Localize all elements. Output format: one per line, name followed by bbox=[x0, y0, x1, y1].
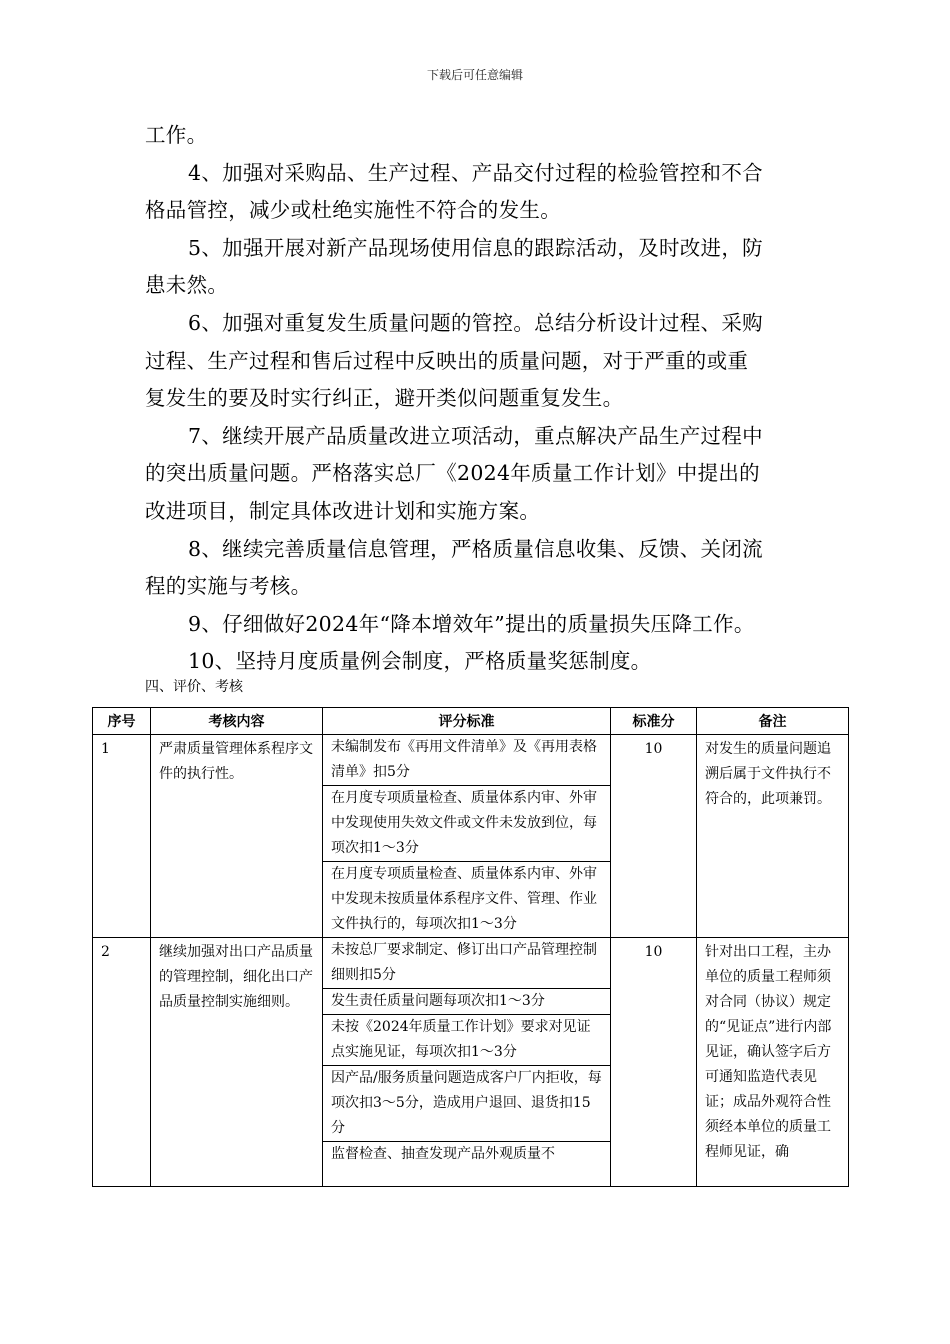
header-score: 标准分 bbox=[611, 708, 697, 735]
criteria-item: 在月度专项质量检查、质量体系内审、外审中发现使用失效文件或文件未发放到位，每项次扣1～3分 bbox=[323, 786, 610, 862]
header-remark: 备注 bbox=[697, 708, 849, 735]
criteria-item: 未编制发布《再用文件清单》及《再用表格清单》扣5分 bbox=[323, 735, 610, 786]
criteria-item: 未按总厂要求制定、修订出口产品管理控制细则扣5分 bbox=[323, 938, 610, 989]
criteria-item: 发生责任质量问题每项次扣1～3分 bbox=[323, 989, 610, 1015]
assessment-content: 继续加强对出口产品质量的管理控制，细化出口产品质量控制实施细则。 bbox=[159, 944, 313, 1010]
text-line: 6、加强对重复发生质量问题的管控。总结分析设计过程、采购 bbox=[188, 310, 763, 335]
standard-score: 10 bbox=[644, 944, 663, 960]
header-no: 序号 bbox=[93, 708, 151, 735]
header-note: 下载后可任意编辑 bbox=[426, 68, 523, 82]
table-row bbox=[93, 735, 849, 938]
header-content: 考核内容 bbox=[151, 708, 323, 735]
cell-no bbox=[93, 938, 151, 1187]
assessment-content: 严肃质量管理体系程序文件的执行性。 bbox=[159, 741, 313, 782]
cell-score bbox=[611, 938, 697, 1187]
header-criteria: 评分标准 bbox=[323, 708, 611, 735]
cell-no bbox=[93, 735, 151, 938]
cell-content bbox=[151, 938, 323, 1187]
criteria-item: 未按《2024年质量工作计划》要求对见证点实施见证，每项次扣1～3分 bbox=[323, 1015, 610, 1066]
cell-remark bbox=[697, 735, 849, 938]
row-number: 1 bbox=[101, 741, 110, 757]
table-header-row bbox=[93, 708, 849, 735]
cell-criteria bbox=[323, 938, 611, 1187]
cell-score bbox=[611, 735, 697, 938]
text-line: 4、加强对采购品、生产过程、产品交付过程的检验管控和不合 bbox=[188, 160, 763, 185]
text-line: 10、坚持月度质量例会制度，严格质量奖惩制度。 bbox=[188, 649, 652, 674]
remark-text: 对发生的质量问题追溯后属于文件执行不符合的，此项兼罚。 bbox=[705, 741, 831, 807]
criteria-item: 在月度专项质量检查、质量体系内审、外审中发现未按质量体系程序文件、管理、作业文件执行的，每项次扣1～3分 bbox=[331, 866, 597, 932]
text-line: 过程、生产过程和售后过程中反映出的质量问题，对于严重的或重 bbox=[145, 348, 749, 373]
cell-remark bbox=[697, 938, 849, 1187]
text-line: 复发生的要及时实行纠正，避开类似问题重复发生。 bbox=[145, 386, 624, 411]
row-number: 2 bbox=[101, 944, 110, 960]
text-line: 的突出质量问题。严格落实总厂《2024年质量工作计划》中提出的 bbox=[145, 461, 760, 486]
text-line: 程的实施与考核。 bbox=[145, 574, 312, 599]
table-row bbox=[93, 938, 849, 1187]
evaluation-table bbox=[92, 707, 849, 1187]
section-heading: 四、评价、考核 bbox=[145, 679, 243, 695]
text-line: 工作。 bbox=[145, 123, 208, 147]
criteria-item: 监督检查、抽查发现产品外观质量不 bbox=[331, 1146, 555, 1162]
text-line: 7、继续开展产品质量改进立项活动，重点解决产品生产过程中 bbox=[188, 423, 763, 448]
text-line: 格品管控，减少或杜绝实施性不符合的发生。 bbox=[145, 198, 561, 223]
body-text bbox=[145, 117, 813, 681]
criteria-item: 因产品/服务质量问题造成客户厂内拒收，每项次扣3～5分，造成用户退回、退货扣15分 bbox=[323, 1066, 610, 1142]
remark-text: 针对出口工程，主办单位的质量工程师须对合同（协议）规定的“见证点”进行内部见证，确认签字后方可通知监造代表见证；成品外观符合性须经本单位的质量工程师见证，确 bbox=[705, 944, 832, 1160]
text-line: 8、继续完善质量信息管理，严格质量信息收集、反馈、关闭流 bbox=[188, 536, 763, 561]
cell-criteria bbox=[323, 735, 611, 938]
text-line: 改进项目，制定具体改进计划和实施方案。 bbox=[145, 498, 541, 523]
standard-score: 10 bbox=[644, 741, 663, 757]
text-line: 患未然。 bbox=[145, 273, 229, 298]
text-line: 5、加强开展对新产品现场使用信息的跟踪活动，及时改进，防 bbox=[188, 235, 763, 260]
cell-content bbox=[151, 735, 323, 938]
text-line: 9、仔细做好2024年“降本增效年”提出的质量损失压降工作。 bbox=[188, 611, 755, 636]
